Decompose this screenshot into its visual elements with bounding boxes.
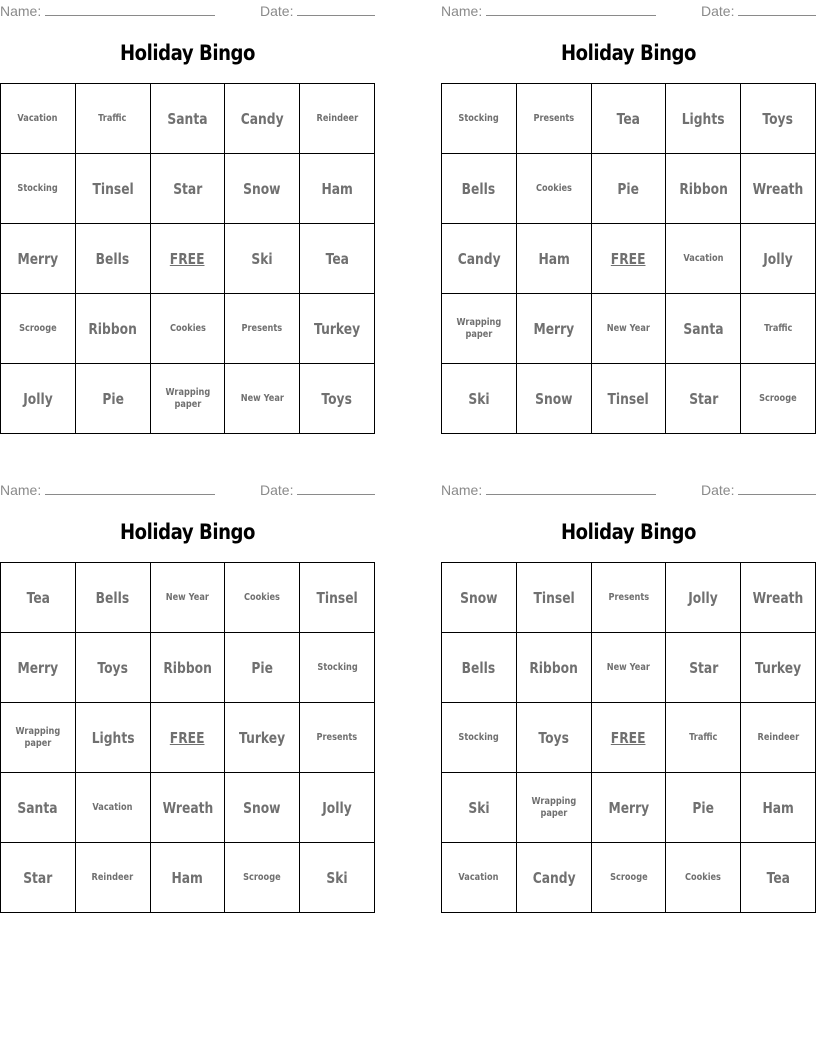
bingo-cell-label: Jolly <box>688 588 719 607</box>
bingo-cell-label: Cookies <box>169 322 206 334</box>
name-field <box>0 2 215 20</box>
name-blank-line <box>486 14 656 16</box>
bingo-cell-label: Scrooge <box>243 871 282 883</box>
bingo-cell-label: Merry <box>17 249 59 268</box>
date-label: Date: <box>260 482 294 498</box>
date-label: Date: <box>260 3 294 19</box>
bingo-cell-label: Toys <box>762 109 794 128</box>
bingo-cell <box>76 563 151 633</box>
name-blank-line <box>45 14 215 16</box>
bingo-cell <box>442 843 517 913</box>
bingo-cell-label: Ham <box>321 179 353 198</box>
card-title: Holiday Bingo <box>560 41 697 65</box>
bingo-cell <box>741 84 816 154</box>
bingo-cell-label: Scrooge <box>759 392 797 404</box>
bingo-cell-label: Lights <box>681 109 725 128</box>
name-field <box>0 481 215 499</box>
bingo-cell <box>666 843 741 913</box>
bingo-cell <box>666 563 741 633</box>
bingo-cell <box>592 633 667 703</box>
bingo-cell <box>741 154 816 224</box>
name-field <box>441 481 656 499</box>
bingo-cell-label: Snow <box>534 389 573 408</box>
bingo-cell-label: Santa <box>17 798 58 817</box>
bingo-cell <box>76 364 151 434</box>
bingo-cell <box>741 294 816 364</box>
bingo-cell <box>300 224 375 294</box>
bingo-cell-label: Ham <box>537 249 570 268</box>
bingo-cell-label: Vacation <box>92 801 133 813</box>
date-field <box>701 2 816 20</box>
bingo-cell <box>300 843 375 913</box>
bingo-cell-label: Tinsel <box>316 588 358 607</box>
bingo-cell-label: Lights <box>91 728 135 747</box>
bingo-cell-label: Jolly <box>23 389 53 408</box>
bingo-cell-label: New Year <box>240 392 284 404</box>
bingo-cell-label: Traffic <box>689 731 718 743</box>
date-field <box>260 481 375 499</box>
bingo-cell-label: Merry <box>17 658 59 677</box>
bingo-cell-label: Snow <box>243 179 282 198</box>
date-field <box>260 2 375 20</box>
bingo-cell <box>517 633 592 703</box>
bingo-cell <box>592 364 667 434</box>
bingo-cell <box>592 294 667 364</box>
name-label: Name: <box>441 3 483 19</box>
card-title: Holiday Bingo <box>119 41 256 65</box>
date-field <box>701 481 816 499</box>
bingo-cell-label: Ham <box>762 798 794 817</box>
bingo-card <box>441 0 816 440</box>
bingo-cell-label: Presents <box>241 322 283 334</box>
bingo-cell-label: Tea <box>26 588 50 607</box>
bingo-cell-label: Star <box>23 868 53 887</box>
bingo-cell-label: Reindeer <box>91 871 134 883</box>
bingo-cell <box>442 294 517 364</box>
bingo-cell-label: Turkey <box>314 319 361 338</box>
bingo-cell-label: Ski <box>468 798 490 817</box>
name-label: Name: <box>0 3 42 19</box>
bingo-cell <box>666 224 741 294</box>
bingo-cell-label: Cookies <box>244 591 281 603</box>
bingo-cell <box>225 633 300 703</box>
bingo-cell <box>592 84 667 154</box>
bingo-cell <box>76 224 151 294</box>
bingo-cell-label: Tea <box>325 249 349 268</box>
bingo-cell-label: Tea <box>616 109 641 128</box>
bingo-cell <box>151 84 226 154</box>
date-blank-line <box>297 493 375 495</box>
bingo-cell-label: New Year <box>606 661 651 673</box>
bingo-cell-label: Bells <box>462 179 496 198</box>
bingo-cell <box>225 364 300 434</box>
bingo-cell <box>300 703 375 773</box>
bingo-cell <box>300 773 375 843</box>
bingo-grid <box>441 562 816 913</box>
bingo-cell <box>517 563 592 633</box>
name-field <box>441 2 656 20</box>
bingo-cell-label: Traffic <box>763 322 793 334</box>
bingo-cell-label: Stocking <box>17 182 59 194</box>
bingo-cell-label: Stocking <box>316 661 358 673</box>
bingo-cell-label: Ski <box>468 389 490 408</box>
bingo-cell <box>666 294 741 364</box>
bingo-cell-label: Pie <box>617 179 640 198</box>
bingo-cell <box>741 843 816 913</box>
bingo-grid <box>0 83 375 434</box>
bingo-cell-label: Wreath <box>752 588 804 607</box>
bingo-cell-label: FREE <box>611 249 646 268</box>
bingo-cell <box>151 294 226 364</box>
bingo-cell <box>151 843 226 913</box>
bingo-cell <box>666 773 741 843</box>
bingo-cell-label: FREE <box>611 728 646 747</box>
bingo-cell <box>1 633 76 703</box>
bingo-grid <box>441 83 816 434</box>
bingo-cell-label: Wrapping paper <box>165 386 210 410</box>
bingo-cell-label: Reindeer <box>316 112 358 124</box>
bingo-cell <box>300 294 375 364</box>
bingo-cell <box>151 154 226 224</box>
bingo-cell <box>442 703 517 773</box>
bingo-cell <box>1 364 76 434</box>
bingo-cell-label: Scrooge <box>609 871 648 883</box>
free-space <box>151 703 226 773</box>
bingo-cell <box>592 563 667 633</box>
bingo-cell-label: Star <box>172 179 203 198</box>
bingo-cell-label: Merry <box>533 319 575 338</box>
bingo-cell-label: Wrapping paper <box>15 725 61 749</box>
bingo-grid <box>0 562 375 913</box>
bingo-cell-label: Star <box>688 389 718 408</box>
date-blank-line <box>297 14 375 16</box>
bingo-cell-label: Toys <box>321 389 353 408</box>
bingo-cell <box>517 364 592 434</box>
bingo-cell <box>76 773 151 843</box>
bingo-cell <box>151 633 226 703</box>
bingo-cell <box>76 633 151 703</box>
bingo-cell <box>592 773 667 843</box>
bingo-cell <box>225 294 300 364</box>
bingo-cell-label: Tinsel <box>533 588 575 607</box>
bingo-cell <box>442 84 517 154</box>
bingo-cell <box>300 154 375 224</box>
bingo-cell <box>225 703 300 773</box>
bingo-cell-label: Wrapping paper <box>456 316 502 340</box>
bingo-cell-label: Wrapping paper <box>531 795 577 819</box>
bingo-cell <box>76 294 151 364</box>
bingo-cell <box>151 773 226 843</box>
bingo-cell <box>1 154 76 224</box>
date-blank-line <box>738 493 816 495</box>
bingo-cell-label: Stocking <box>458 112 500 124</box>
bingo-cell-label: New Year <box>165 591 210 603</box>
bingo-cell <box>225 843 300 913</box>
bingo-cell-label: Wreath <box>162 798 213 817</box>
date-label: Date: <box>701 3 735 19</box>
bingo-cell <box>1 703 76 773</box>
bingo-cell <box>592 154 667 224</box>
bingo-cell-label: Candy <box>457 249 501 268</box>
bingo-cell-label: Ribbon <box>679 179 728 198</box>
bingo-cell <box>151 364 226 434</box>
bingo-cell-label: Toys <box>97 658 128 677</box>
name-label: Name: <box>441 482 483 498</box>
bingo-cell <box>1 843 76 913</box>
bingo-cell <box>1 224 76 294</box>
bingo-cell-label: Scrooge <box>19 322 57 334</box>
bingo-cell <box>666 703 741 773</box>
bingo-cell <box>666 154 741 224</box>
bingo-cell <box>225 563 300 633</box>
bingo-cell <box>517 773 592 843</box>
bingo-cell <box>151 563 226 633</box>
bingo-cell-label: Snow <box>460 588 498 607</box>
card-title: Holiday Bingo <box>560 520 697 544</box>
bingo-card <box>0 0 376 440</box>
date-blank-line <box>738 14 816 16</box>
bingo-cell <box>666 633 741 703</box>
bingo-cell <box>300 84 375 154</box>
bingo-cell-label: Snow <box>243 798 282 817</box>
bingo-cell-label: Presents <box>608 591 649 603</box>
bingo-cell <box>517 224 592 294</box>
bingo-cell <box>442 563 517 633</box>
bingo-cell-label: Bells <box>95 249 130 268</box>
bingo-cell-label: Candy <box>532 868 576 887</box>
bingo-cell <box>442 224 517 294</box>
date-label: Date: <box>701 482 735 498</box>
bingo-cell-label: Ski <box>251 249 273 268</box>
bingo-cell-label: Ribbon <box>88 319 137 338</box>
bingo-cell-label: Presents <box>533 112 575 124</box>
name-blank-line <box>45 493 215 495</box>
bingo-cell <box>76 703 151 773</box>
bingo-cell-label: Tinsel <box>607 389 650 408</box>
bingo-cell <box>76 843 151 913</box>
bingo-cell-label: Vacation <box>17 112 58 124</box>
name-label: Name: <box>0 482 42 498</box>
bingo-cell-label: Bells <box>95 588 130 607</box>
bingo-cell-label: Presents <box>316 731 358 743</box>
bingo-cell <box>666 84 741 154</box>
bingo-cell <box>517 154 592 224</box>
bingo-cell <box>300 633 375 703</box>
bingo-cell-label: Pie <box>101 389 124 408</box>
free-space <box>592 224 667 294</box>
bingo-cell <box>741 633 816 703</box>
bingo-cell <box>76 84 151 154</box>
bingo-cell-label: Pie <box>251 658 274 677</box>
bingo-cell <box>741 224 816 294</box>
bingo-cell <box>225 154 300 224</box>
bingo-cell-label: Bells <box>462 658 496 677</box>
bingo-cell <box>1 294 76 364</box>
bingo-cell-label: Star <box>688 658 718 677</box>
bingo-cell <box>741 563 816 633</box>
bingo-cell-label: Wreath <box>752 179 804 198</box>
bingo-cell-label: New Year <box>606 322 651 334</box>
bingo-cell-label: Ribbon <box>163 658 212 677</box>
bingo-cell <box>442 364 517 434</box>
name-blank-line <box>486 493 656 495</box>
bingo-cell <box>741 773 816 843</box>
bingo-cell <box>517 843 592 913</box>
bingo-cell-label: Pie <box>692 798 715 817</box>
bingo-cell <box>300 364 375 434</box>
bingo-cell <box>442 773 517 843</box>
bingo-cell-label: Reindeer <box>757 731 799 743</box>
bingo-cell-label: Santa <box>167 109 208 128</box>
bingo-cell-label: Ski <box>326 868 348 887</box>
bingo-cell-label: Candy <box>240 109 284 128</box>
bingo-cell-label: Merry <box>608 798 649 817</box>
bingo-cell-label: Traffic <box>98 112 127 124</box>
bingo-cell-label: Cookies <box>685 871 722 883</box>
bingo-cell <box>517 703 592 773</box>
bingo-cell-label: Santa <box>683 319 724 338</box>
bingo-cell <box>666 364 741 434</box>
bingo-cell-label: Turkey <box>755 658 802 677</box>
bingo-cell <box>1 563 76 633</box>
free-space <box>151 224 226 294</box>
bingo-cell-label: Tea <box>766 868 790 887</box>
bingo-cell <box>225 773 300 843</box>
bingo-cell <box>517 84 592 154</box>
card-title: Holiday Bingo <box>119 520 256 544</box>
bingo-cell <box>517 294 592 364</box>
bingo-card <box>0 479 376 919</box>
bingo-cell <box>300 563 375 633</box>
bingo-cell <box>592 843 667 913</box>
bingo-cell <box>741 703 816 773</box>
bingo-cell-label: Tinsel <box>92 179 134 198</box>
bingo-cell-label: FREE <box>170 728 205 747</box>
bingo-cell <box>741 364 816 434</box>
bingo-cell-label: Toys <box>538 728 569 747</box>
bingo-cell-label: Ham <box>171 868 204 887</box>
bingo-cell <box>1 773 76 843</box>
bingo-cell <box>76 154 151 224</box>
bingo-cell-label: Jolly <box>322 798 352 817</box>
bingo-cell-label: Stocking <box>458 731 500 743</box>
bingo-cell-label: Cookies <box>535 182 572 194</box>
bingo-cell <box>225 224 300 294</box>
bingo-cell <box>442 154 517 224</box>
bingo-cell <box>225 84 300 154</box>
bingo-cell-label: Turkey <box>239 728 286 747</box>
free-space <box>592 703 667 773</box>
bingo-cell <box>1 84 76 154</box>
bingo-card <box>441 479 816 919</box>
bingo-cell-label: Jolly <box>763 249 793 268</box>
bingo-cell-label: Vacation <box>683 252 724 264</box>
bingo-cell-label: FREE <box>170 249 205 268</box>
bingo-cell <box>442 633 517 703</box>
bingo-cell-label: Ribbon <box>529 658 578 677</box>
bingo-cell-label: Vacation <box>458 871 499 883</box>
